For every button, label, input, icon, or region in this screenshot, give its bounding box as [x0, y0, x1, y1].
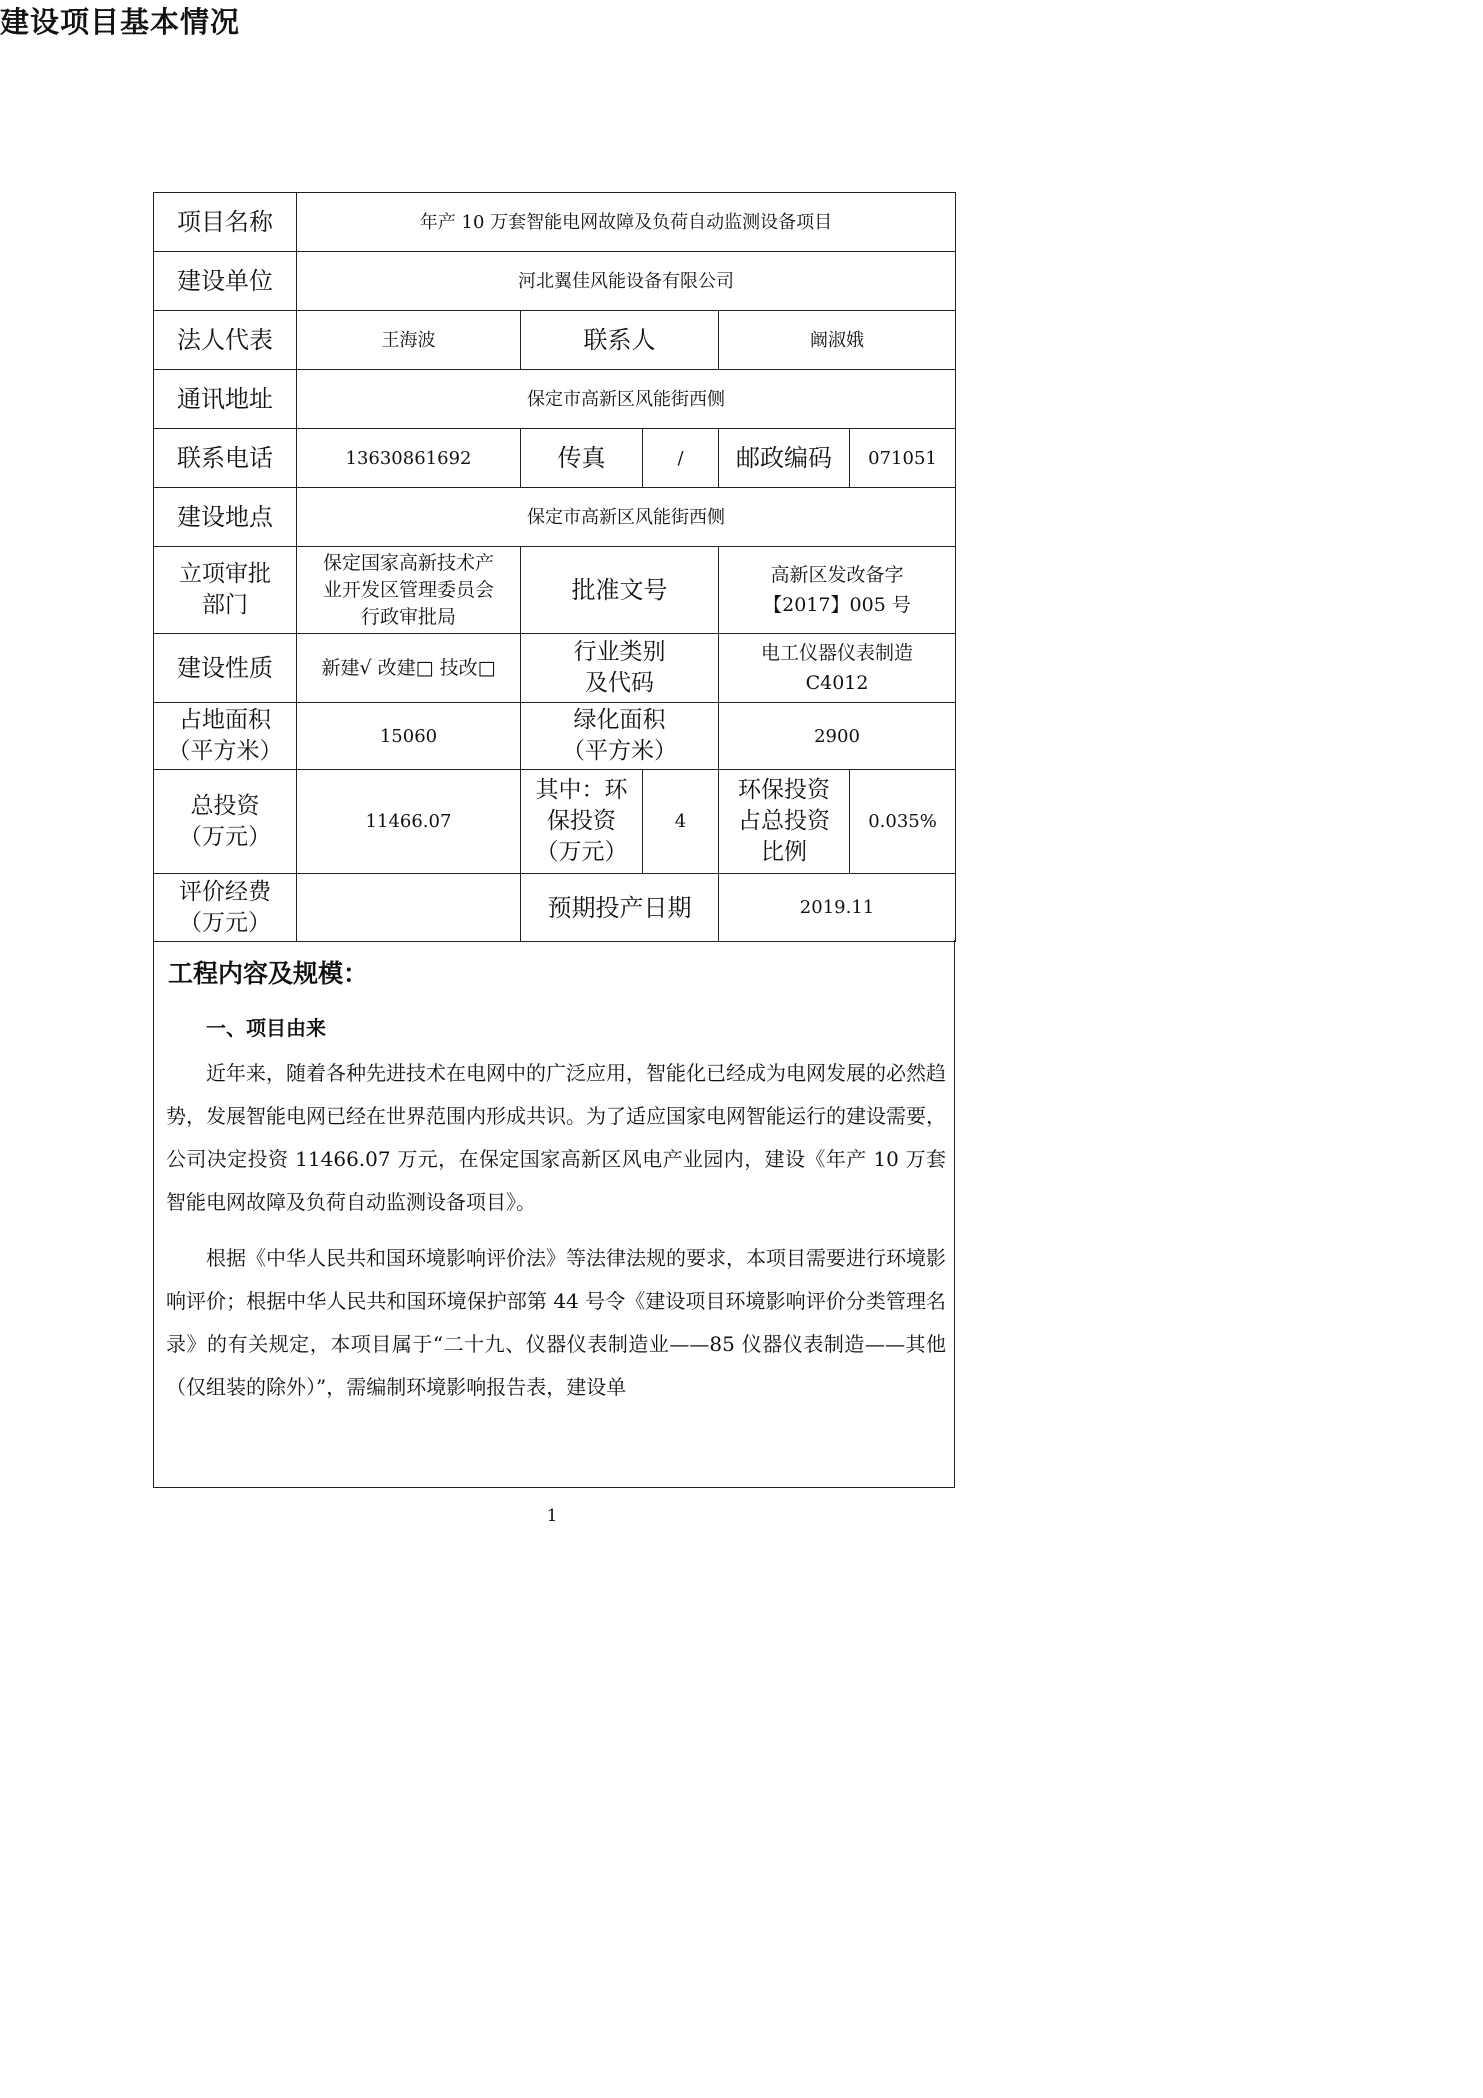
table-row	[154, 193, 956, 252]
table-row	[154, 252, 956, 311]
land-area-label	[154, 703, 297, 770]
table-row	[154, 874, 956, 942]
env-ratio-label-line: 比例	[761, 839, 807, 865]
paragraph: 近年来，随着各种先进技术在电网中的广泛应用，智能化已经成为电网发展的必然趋势，发展智能电网已经在世界范围内形成共识。为了适应国家电网智能运行的建设需要，公司决定投资 11466.07 万元，在保定国家高新区风电产业园内，建设《年产 10 万套智能电网故障及负荷自动监测设备项目》。	[166, 1061, 946, 1214]
approval-dept-label-line: 立项审批	[179, 561, 271, 587]
contact-label: 联系人	[521, 311, 719, 370]
approval-dept-value-line: 行政审批局	[360, 605, 456, 628]
table-row	[154, 311, 956, 370]
location-label: 建设地点	[154, 488, 297, 547]
subsection-heading: 一、项目由来	[206, 1016, 326, 1040]
industry-value	[719, 634, 956, 703]
env-ratio-label-line: 环保投资	[738, 777, 830, 803]
approval-no-value-line: 【2017】005 号	[763, 594, 911, 616]
env-invest-label-line: 保投资	[547, 808, 616, 834]
approval-dept-value	[297, 547, 521, 634]
approval-dept-value-line: 保定国家高新技术产	[322, 551, 494, 574]
green-area-label-line: 绿化面积	[573, 707, 666, 733]
total-invest-value: 11466.07	[297, 770, 521, 874]
unit-label: 建设单位	[154, 252, 297, 311]
contact-value: 阚淑娥	[719, 311, 956, 370]
env-ratio-label	[719, 770, 850, 874]
eval-fee-label	[154, 874, 297, 942]
approval-no-value	[719, 547, 956, 634]
green-area-label-line: （平方米）	[562, 738, 677, 764]
legal-rep-label: 法人代表	[154, 311, 297, 370]
env-invest-label-line: （万元）	[535, 839, 628, 865]
phone-value: 13630861692	[297, 429, 521, 488]
total-invest-label-line: （万元）	[179, 823, 271, 850]
env-invest-label	[521, 770, 643, 874]
paragraph: 根据《中华人民共和国环境影响评价法》等法律法规的要求，本项目需要进行环境影响评价；根据中华人民共和国环境保护部第 44 号令《建设项目环境影响评价分类管理名录》的有关规定，本项目属于“二十九、仪器仪表制造业——85 仪器仪表制造——其他（仅组装的除外）”，需编制环境影响报告表，建设单	[166, 1246, 946, 1399]
nature-label: 建设性质	[154, 634, 297, 703]
address-value: 保定市高新区风能街西侧	[297, 370, 956, 429]
industry-label-line: 行业类别	[573, 639, 666, 665]
total-invest-label	[154, 770, 297, 874]
total-invest-label-line: 总投资	[190, 792, 260, 819]
land-area-label-line: （平方米）	[167, 738, 283, 764]
approval-dept-label-line: 部门	[202, 592, 248, 618]
green-area-label	[521, 703, 719, 770]
nature-value: 新建√ 改建□ 技改□	[297, 634, 521, 703]
phone-label: 联系电话	[154, 429, 297, 488]
env-ratio-label-line: 占总投资	[738, 808, 830, 834]
table-row	[154, 703, 956, 770]
industry-label-line: 及代码	[585, 670, 654, 696]
legal-rep-value: 王海波	[297, 311, 521, 370]
land-area-label-line: 占地面积	[179, 707, 271, 733]
unit-value: 河北翼佳风能设备有限公司	[297, 252, 956, 311]
postcode-value: 071051	[850, 429, 956, 488]
prod-date-value: 2019.11	[719, 874, 956, 942]
project-info-table	[153, 192, 956, 942]
section-heading: 工程内容及规模：	[168, 959, 369, 988]
fax-value: /	[643, 429, 719, 488]
location-value: 保定市高新区风能街西侧	[297, 488, 956, 547]
project-content-section	[153, 940, 955, 1488]
env-ratio-value: 0.035%	[850, 770, 956, 874]
postcode-label: 邮政编码	[719, 429, 850, 488]
table-row	[154, 770, 956, 874]
address-label: 通讯地址	[154, 370, 297, 429]
eval-fee-value	[297, 874, 521, 942]
page-number: 1	[546, 1506, 558, 1526]
fax-label: 传真	[521, 429, 643, 488]
project-name-label: 项目名称	[154, 193, 297, 252]
land-area-value: 15060	[297, 703, 521, 770]
env-invest-label-line: 其中：环	[535, 777, 628, 803]
industry-value-line: C4012	[805, 672, 869, 694]
project-name-value: 年产 10 万套智能电网故障及负荷自动监测设备项目	[297, 193, 956, 252]
approval-dept-label	[154, 547, 297, 634]
table-row	[154, 634, 956, 703]
page-title: 建设项目基本情况	[0, 5, 241, 39]
table-row	[154, 488, 956, 547]
eval-fee-label-line: 评价经费	[179, 878, 271, 905]
eval-fee-label-line: （万元）	[179, 909, 271, 936]
approval-dept-value-line: 业开发区管理委员会	[322, 578, 494, 601]
prod-date-label: 预期投产日期	[521, 874, 719, 942]
green-area-value: 2900	[719, 703, 956, 770]
table-row	[154, 547, 956, 634]
industry-value-line: 电工仪器仪表制造	[761, 642, 914, 664]
table-row	[154, 370, 956, 429]
approval-no-value-line: 高新区发改备字	[770, 564, 904, 586]
table-row	[154, 429, 956, 488]
env-invest-value: 4	[643, 770, 719, 874]
industry-label	[521, 634, 719, 703]
approval-no-label: 批准文号	[521, 547, 719, 634]
